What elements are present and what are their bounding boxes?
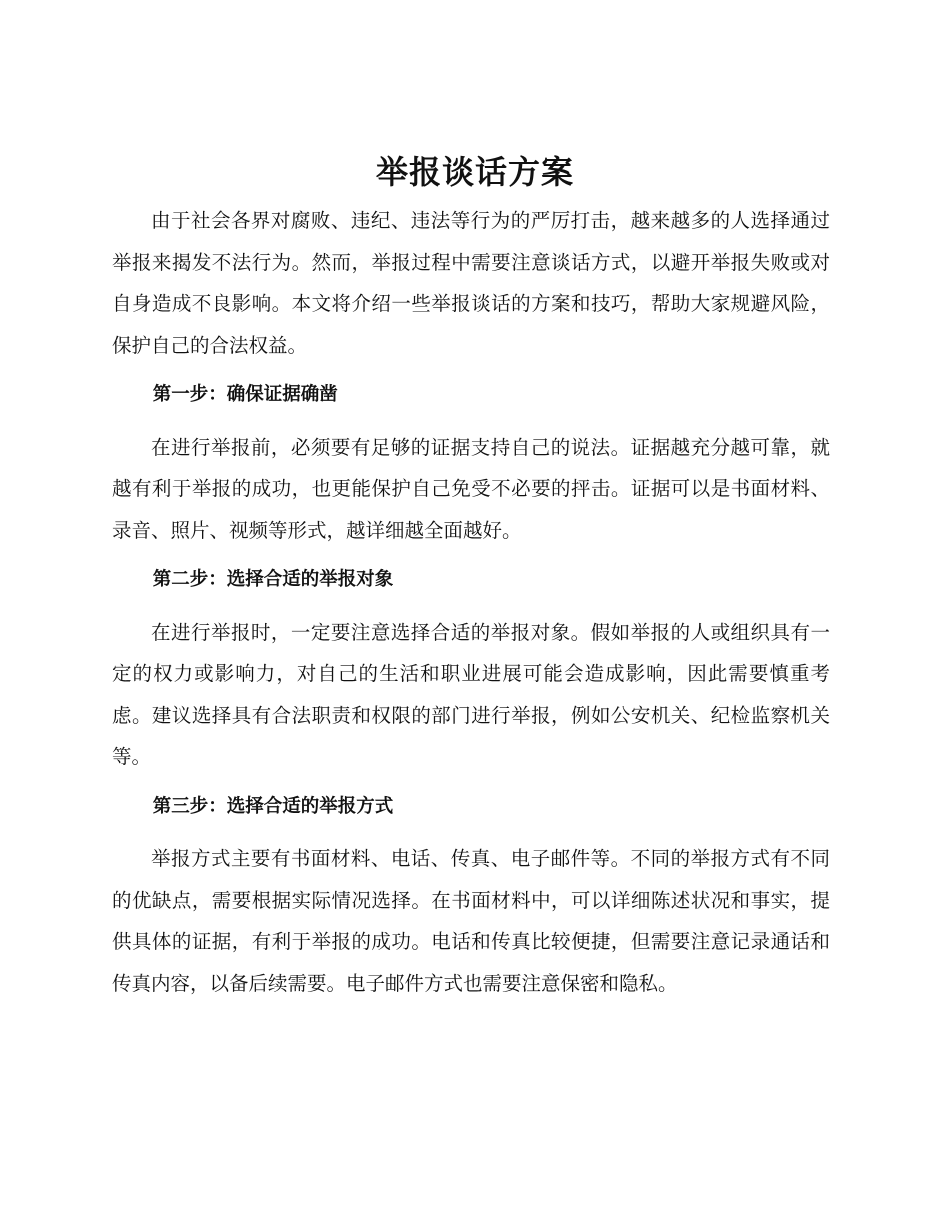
section-heading-step2: 第二步：选择合适的举报对象 xyxy=(152,569,394,590)
document-body xyxy=(112,200,830,1004)
section-body-step1: 在进行举报前，必须要有足够的证据支持自己的说法。证据越充分越可靠，就越有利于举报的成功，也更能保护自己免受不必要的抨击。证据可以是书面材料、录音、照片、视频等形式，越详细越全面越好。 xyxy=(112,435,830,542)
section-body-step2: 在进行举报时，一定要注意选择合适的举报对象。假如举报的人或组织具有一定的权力或影响力，对自己的生活和职业进展可能会造成影响，因此需要慎重考虑。建议选择具有合法职责和权限的部门进行举报，例如公安机关、纪检监察机关等。 xyxy=(112,620,830,768)
section-heading-step1: 第一步：确保证据确凿 xyxy=(152,384,338,405)
document-title: 举报谈话方案 xyxy=(375,153,574,191)
intro-paragraph: 由于社会各界对腐败、违纪、违法等行为的严厉打击，越来越多的人选择通过举报来揭发不法行为。然而，举报过程中需要注意谈话方式，以避开举报失败或对自身造成不良影响。本文将介绍一些举报谈话的方案和技巧，帮助大家规避风险，保护自己的合法权益。 xyxy=(112,209,830,357)
section-heading-step3: 第三步：选择合适的举报方式 xyxy=(152,795,394,817)
section-body-step3: 举报方式主要有书面材料、电话、传真、电子邮件等。不同的举报方式有不同的优缺点，需要根据实际情况选择。在书面材料中，可以详细陈述状况和事实，提供具体的证据，有利于举报的成功。电话和传真比较便捷，但需要注意记录通话和传真内容，以备后续需要。电子邮件方式也需要注意保密和隐私。 xyxy=(112,847,830,995)
